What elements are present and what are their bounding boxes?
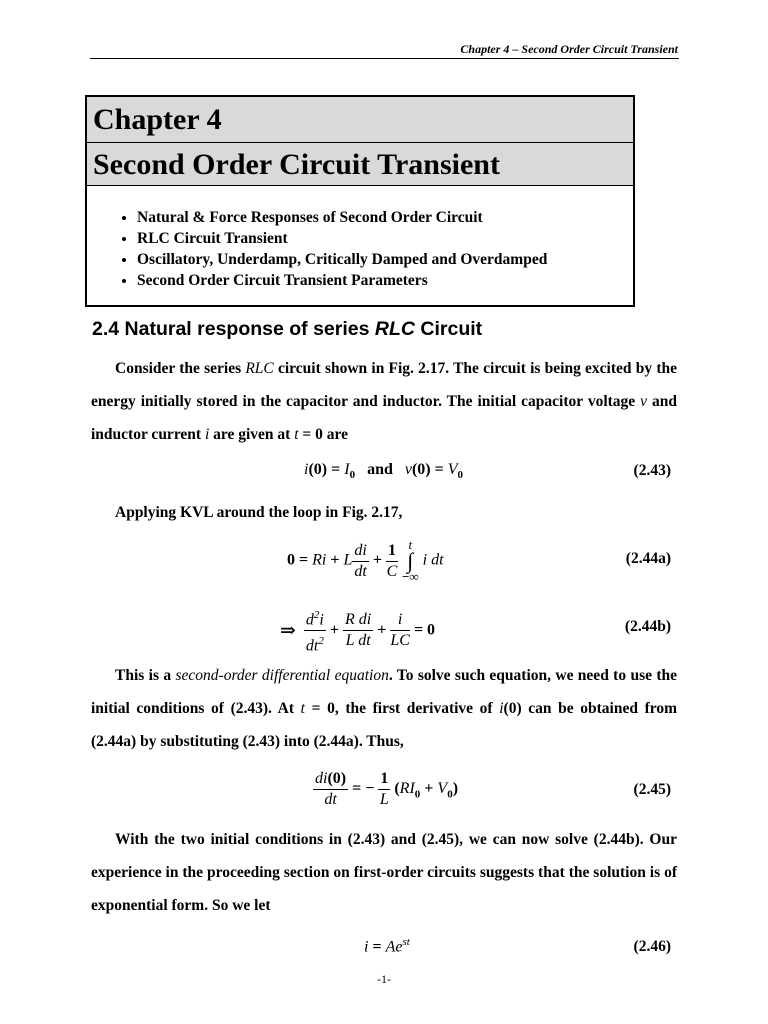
lower-limit: −∞ [401,569,419,584]
eq-symbol: Ri [312,551,327,569]
eq-symbol: i [364,938,369,956]
fraction [386,541,398,582]
topic-item: • Second Order Circuit Transient Parameters [137,270,547,291]
numerator: di [352,541,368,562]
paragraph-3 [91,659,677,758]
denominator: dt [354,562,367,580]
denominator: LC [390,632,410,650]
chapter-title: Second Order Circuit Transient [87,143,633,186]
eq-text: (0) = [411,461,444,478]
text: Consider the series [115,360,242,377]
numerator: i [390,610,410,631]
topic-item: • RLC Circuit Transient [137,228,547,249]
eq-text: and [367,461,393,478]
fraction [378,769,390,810]
eq-op: + [424,780,434,798]
denominator: L [379,791,389,808]
eq-symbol: dt [358,632,371,650]
paragraph-2 [91,496,677,529]
text: circuit shown in Fig. 2.17. The circuit is being excited by the energy initially stored in the capacitor and inductor. The initial capacitor voltage [91,360,677,410]
equation-number: (2.43) [633,462,671,479]
eq-op: = − [352,780,375,798]
chapter-box [85,95,635,307]
equation-number: (2.46) [633,938,671,955]
equation-2-45 [313,769,458,810]
section-number: 2.4 [92,318,120,340]
text-italic: t [300,700,305,717]
text: Applying KVL around the loop in Fig. 2.17, [115,504,403,521]
integral [402,538,419,584]
text: (0) can be obtained from (2.44a) by substituting (2.43) into (2.44a). Thus, [91,700,677,750]
equation-2-43 [304,461,463,481]
equation-number: (2.44a) [625,550,671,567]
eq-symbol: Ae [385,938,403,956]
eq-symbol: i dt [422,551,444,569]
text-italic: i [499,700,504,717]
text: = 0, the first derivative of [311,700,493,717]
fraction [304,605,326,657]
eq-text: (0) = [308,461,341,478]
paragraph-1 [91,352,677,451]
equation-2-44b [280,605,435,657]
eq-symbol: di [358,611,372,629]
eq-symbol: i [319,611,324,629]
topic-item: • Oscillatory, Underdamp, Critically Damped and Overdamped [137,249,547,270]
equation-2-46 [364,936,410,956]
chapter-number: Chapter 4 [87,97,633,143]
eq-op: = [372,938,382,956]
eq-sub: 0 [349,469,356,482]
eq-text: 0 = [287,551,309,569]
implies-arrow: ⇒ [280,620,296,642]
eq-text: (0) [327,770,347,787]
denominator: C [386,562,398,580]
topic-list [117,207,547,291]
eq-op: + [372,551,382,569]
numerator: 1 [386,541,398,562]
eq-op: + [329,621,339,639]
eq-text: = 0 [413,621,436,639]
equation-number: (2.44b) [624,618,671,635]
eq-symbol: di [315,770,328,787]
eq-paren: ) [452,780,459,798]
eq-symbol: dt [305,637,319,655]
text: and inductor current [91,393,678,443]
text: = 0 are [302,426,348,443]
eq-op: + [377,621,387,639]
eq-symbol: RI [399,780,415,798]
eq-sub: 0 [414,788,421,801]
eq-symbol: V [437,780,448,798]
equation-2-44a [287,538,444,584]
paragraph-4 [91,823,677,922]
header-rule [90,58,679,59]
eq-symbol: R [345,611,355,629]
text: are given at [213,426,291,443]
eq-op: + [330,551,340,569]
eq-symbol: i [304,461,309,478]
text-italic: second-order differential equation [175,667,389,684]
page-number: -1- [377,972,391,986]
eq-symbol: L [345,632,355,650]
eq-symbol: V [447,461,458,478]
eq-sup: st [402,936,410,948]
fraction [352,541,368,582]
eq-sup: 2 [318,635,324,648]
fraction [343,610,373,651]
integral-sign: ∫ [407,548,414,573]
section-title-post: Circuit [420,318,483,340]
text-italic: v [640,393,648,410]
text: . To solve such equation, we need to use the initial conditions of (2.43). At [91,667,678,717]
section-heading [92,318,482,341]
upper-limit: t [408,537,413,552]
eq-symbol: I [344,461,350,478]
text: This is a [115,667,172,684]
eq-symbol: d [305,611,314,629]
section-title-em: RLC [374,318,415,340]
text-italic: i [204,426,210,443]
eq-paren: ( [394,780,400,798]
numerator: 1 [378,769,390,790]
text: With the two initial conditions in (2.43) and (2.45), we can now solve (2.44b). Our experience in the proceeding section on first-order circuits suggests that the solution is of exponential form. So we let [91,831,677,914]
equation-number: (2.45) [633,781,671,798]
section-title-pre: Natural response of series [124,318,370,340]
running-head: Chapter 4 – Second Order Circuit Transient [460,42,678,56]
topic-item: • Natural & Force Responses of Second Order Circuit [137,207,547,228]
eq-symbol: v [404,461,412,478]
eq-symbol: L [343,551,353,569]
fraction [313,769,348,810]
fraction [390,610,410,651]
eq-sub: 0 [457,469,464,482]
text-italic: t [294,426,299,443]
eq-sub: 0 [447,788,453,801]
denominator: dt [324,791,337,808]
eq-sup: 2 [313,609,320,621]
text-italic: RLC [245,360,274,377]
